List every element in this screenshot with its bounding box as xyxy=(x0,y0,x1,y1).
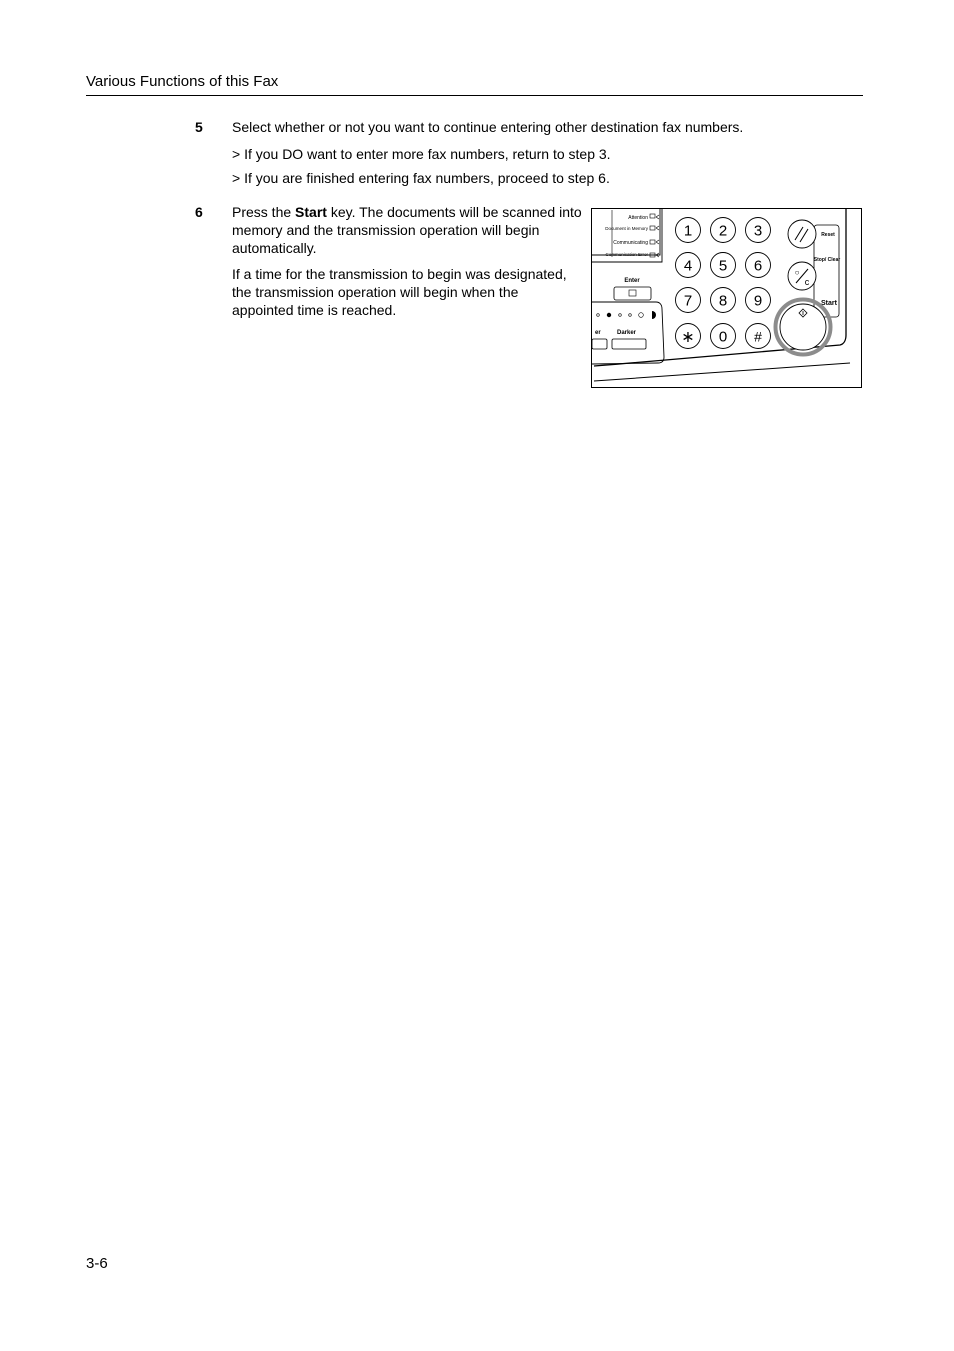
key-0[interactable] xyxy=(711,324,736,349)
page-number: 3-6 xyxy=(86,1255,108,1272)
indicator-document-memory: Document in Memory xyxy=(605,226,648,231)
reset-label: Reset xyxy=(821,232,835,238)
stop-clear-label: Stop/ Clear xyxy=(813,257,841,263)
svg-text:○: ○ xyxy=(794,268,800,277)
density-indicator xyxy=(597,311,656,319)
header-rule xyxy=(86,95,863,96)
step-6-text-pre: Press the xyxy=(232,204,296,220)
svg-text:5: 5 xyxy=(718,257,728,275)
start-key-label: Start xyxy=(295,204,327,220)
step-6-text-post: key. The documents will be scanned into memory and the transmission operation will begin automatically. xyxy=(232,204,582,256)
step-5-option-2: > If you are finished entering fax numbers, proceed to step 6. xyxy=(232,170,610,186)
density-left-label: er xyxy=(595,330,601,336)
svg-text:7: 7 xyxy=(683,292,693,310)
indicator-lamps xyxy=(650,214,659,257)
enter-key[interactable] xyxy=(614,287,651,300)
key-7[interactable] xyxy=(676,288,701,313)
svg-text:1: 1 xyxy=(683,222,693,240)
step-5-option-1: > If you DO want to enter more fax numbers, return to step 3. xyxy=(232,146,611,162)
svg-text:2: 2 xyxy=(718,222,728,240)
numeric-keypad xyxy=(676,218,771,349)
svg-text:3: 3 xyxy=(753,222,763,240)
indicator-attention: Attention xyxy=(628,215,648,221)
key-6[interactable] xyxy=(746,253,771,278)
svg-text:8: 8 xyxy=(718,292,728,310)
svg-text:9: 9 xyxy=(753,292,763,310)
key-asterisk[interactable] xyxy=(676,324,701,349)
key-1[interactable] xyxy=(676,218,701,243)
svg-text:c: c xyxy=(804,277,810,287)
indicator-communicating: Communicating xyxy=(613,240,648,246)
operation-panel-illustration xyxy=(591,208,862,388)
svg-text:0: 0 xyxy=(718,328,728,346)
header-title: Various Functions of this Fax xyxy=(86,73,279,90)
start-key[interactable] xyxy=(776,300,831,355)
indicator-communication-error: Communication Error xyxy=(605,252,648,257)
key-2[interactable] xyxy=(711,218,736,243)
stop-clear-key[interactable] xyxy=(788,262,816,290)
density-darker-key[interactable] xyxy=(612,339,646,349)
key-4[interactable] xyxy=(676,253,701,278)
enter-label: Enter xyxy=(624,278,640,284)
start-label: Start xyxy=(821,300,837,307)
reset-key[interactable] xyxy=(788,220,816,248)
density-lighter-key[interactable] xyxy=(592,339,607,349)
key-3[interactable] xyxy=(746,218,771,243)
key-9[interactable] xyxy=(746,288,771,313)
svg-text:6: 6 xyxy=(753,257,763,275)
key-8[interactable] xyxy=(711,288,736,313)
svg-text:∗: ∗ xyxy=(681,329,695,346)
key-hash[interactable] xyxy=(746,324,771,349)
step-6-text xyxy=(232,203,582,257)
step-5-number: 5 xyxy=(195,119,203,135)
step-5-text: Select whether or not you want to continue entering other destination fax numbers. xyxy=(232,119,744,135)
step-6-number: 6 xyxy=(195,204,203,220)
svg-text:4: 4 xyxy=(683,257,693,275)
key-5[interactable] xyxy=(711,253,736,278)
step-6-note: If a time for the transmission to begin was designated, the transmission operation will begin when the appointed time is reached. xyxy=(232,266,567,318)
svg-text:#: # xyxy=(754,328,762,345)
density-darker-label: Darker xyxy=(617,330,637,336)
